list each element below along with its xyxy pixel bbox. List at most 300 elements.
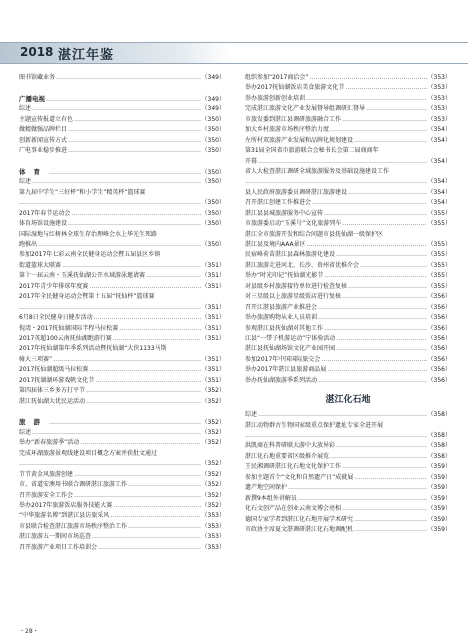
leader-dots — [74, 115, 201, 125]
toc-entry-page: （353） — [427, 94, 451, 102]
leader-dots — [95, 376, 200, 386]
toc-entry-title: 市旅游委启动“玉溪号”文化旅游列车 — [245, 220, 342, 228]
toc-entry — [19, 136, 225, 146]
toc-entry-title: 湛江县县城旅游服务中心宣传 — [245, 209, 324, 217]
toc-entry-page: （351） — [201, 314, 225, 322]
toc-entry-page: （352） — [201, 491, 225, 499]
toc-entry-title: 湛江动物群古生物国家级重点保护遗址专家全进开展 — [245, 421, 384, 429]
page-number: ・28・ — [19, 628, 39, 635]
toc-entry-page: （349） — [201, 105, 225, 113]
toc-entry-page: （349） — [201, 74, 225, 81]
leader-dots — [321, 355, 426, 365]
toc-entry — [245, 525, 451, 535]
leader-dots — [336, 334, 426, 344]
toc-entry — [245, 146, 451, 156]
toc-entry-title: 湛江抚仙湖大优民运活动 — [19, 397, 86, 405]
toc-entry-title: 第31届全国省市旅游联合会秘书长会第二届商商年 — [245, 147, 379, 155]
toc-entry — [19, 386, 225, 396]
toc-entry-page: （352） — [201, 428, 225, 436]
toc-entry-page: （359） — [427, 463, 451, 471]
toc-entry-page: （350） — [201, 220, 225, 228]
toc-entry-title: 主题宣传报道立有色 — [19, 115, 74, 123]
leader-dots — [89, 282, 200, 292]
toc-entry-page: （353） — [201, 512, 225, 520]
toc-entry-title: 2017年青少年排球年度赛 — [19, 282, 89, 290]
toc-entry — [245, 115, 451, 125]
toc-entry-title: 市、省道安澳用书联合调研湛江旅游工作 — [19, 481, 128, 489]
leader-dots — [19, 303, 201, 313]
leader-dots — [19, 459, 201, 469]
leader-dots — [306, 94, 427, 104]
leader-dots — [336, 344, 427, 354]
leader-dots — [86, 397, 201, 407]
leader-dots — [366, 104, 427, 114]
toc-entry-page: （352） — [201, 481, 225, 489]
toc-entry-page: （353） — [201, 533, 225, 541]
leader-dots — [348, 282, 427, 292]
toc-entry — [19, 470, 225, 480]
toc-entry — [245, 250, 451, 260]
toc-entry-page: （354） — [427, 136, 451, 144]
leader-dots — [245, 177, 427, 187]
leader-dots — [318, 313, 427, 323]
toc-entry-title: 2017英超100云南抚仙湖跑游行赛 — [19, 334, 112, 342]
toc-entry-page-line — [19, 303, 225, 313]
toc-entry — [19, 282, 225, 292]
toc-entry — [19, 146, 225, 156]
toc-entry — [245, 209, 451, 219]
leader-dots — [38, 240, 201, 250]
toc-entry-continuation — [245, 157, 451, 167]
toc-entry — [245, 83, 451, 93]
toc-entry-title: 举办“新春旅游季”活动 — [19, 439, 80, 447]
toc-entry-title: 图书馆藏业务 — [19, 74, 56, 81]
leader-dots — [348, 188, 427, 198]
toc-entry-page: （351） — [201, 324, 225, 332]
leader-dots — [62, 261, 201, 271]
leader-dots — [345, 83, 426, 93]
leader-dots — [336, 441, 427, 451]
toc-entry-title: 左所村双旅游产业发展和品牌化规划建设 — [245, 136, 354, 144]
toc-entry-title: 骑大三项赛” — [19, 355, 53, 363]
header-year: 2018 — [20, 45, 54, 59]
toc-entry-page: （350） — [201, 199, 225, 207]
toc-entry-title: 节节黄金风旅游创建 — [19, 470, 74, 478]
toc-entry — [245, 462, 451, 472]
toc-entry-page: （351） — [201, 366, 225, 374]
toc-entry-page: （358） — [427, 452, 451, 460]
leader-dots — [71, 209, 200, 219]
toc-entry-title: 组织参加“2017商洽会” — [245, 74, 309, 81]
toc-entry-page: （351） — [201, 303, 225, 311]
toc-entry-page: （354） — [427, 126, 451, 134]
toc-entry-title: 综述 — [19, 428, 32, 436]
toc-entry-page: （350） — [201, 168, 225, 176]
toc-entry-page: （355） — [427, 251, 451, 259]
toc-entry-page-line — [19, 198, 225, 208]
toc-entry — [19, 511, 225, 521]
toc-entry — [19, 313, 225, 323]
toc-entry-page: （352） — [201, 397, 225, 405]
toc-entry-title: 湛江旅游五一期间市场巡查 — [19, 533, 92, 541]
toc-entry-page: （355） — [427, 261, 451, 269]
leader-dots — [92, 532, 201, 542]
toc-entry-title: 参观湛江县抚仙湖对其他工作 — [245, 324, 324, 332]
toc-entry-page: （354） — [427, 157, 451, 165]
leader-dots — [324, 209, 427, 219]
toc-entry — [245, 125, 451, 135]
leader-dots — [324, 324, 427, 334]
toc-entry-title: 德国专家学者到湛江化石地开展学术研究 — [245, 515, 354, 523]
toc-entry-page: （359） — [427, 515, 451, 523]
toc-entry — [19, 324, 225, 334]
leader-dots — [298, 494, 427, 504]
toc-entry-title: 湛江县及境内AAA景区 — [245, 241, 306, 248]
toc-entry-page: （356） — [427, 355, 451, 363]
toc-entry — [245, 365, 451, 375]
toc-entry-page: （356） — [427, 303, 451, 311]
leader-dots — [354, 136, 427, 146]
leader-dots — [49, 168, 201, 177]
leader-dots — [354, 515, 427, 525]
toc-entry-page: （351） — [201, 355, 225, 363]
leader-dots — [86, 386, 201, 396]
toc-entry-title: 2017年全民健身运动会暨第十五届“抚仙杯”篮球赛 — [19, 293, 155, 301]
toc-entry — [19, 522, 225, 532]
toc-entry-page: （355） — [427, 220, 451, 228]
leader-dots — [32, 428, 201, 438]
toc-entry — [19, 177, 225, 187]
toc-entry — [19, 543, 225, 553]
toc-entry-title: 体育场馆设施建设 — [19, 220, 68, 228]
toc-entry-page: （353） — [201, 543, 225, 551]
leader-dots — [89, 365, 200, 375]
leader-dots — [32, 177, 201, 187]
toc-entry-title: 召开湛江创建工作推进会 — [245, 199, 312, 207]
toc-entry — [19, 73, 225, 83]
toc-entry-page: （350） — [201, 126, 225, 134]
leader-dots — [110, 511, 200, 521]
toc-entry — [19, 115, 225, 125]
toc-entry — [245, 188, 451, 198]
toc-entry-title: 王民湘调研湛江化石地文化保护工作 — [245, 463, 342, 471]
toc-right-top-list — [245, 73, 451, 386]
toc-entry — [245, 303, 451, 313]
toc-entry — [19, 438, 225, 448]
leader-dots — [46, 95, 201, 104]
toc-entry — [245, 376, 451, 386]
toc-entry-title: 2017年抚仙湖第年季系列活动暨抚仙湖“大侠1133马斯 — [19, 345, 167, 353]
leader-dots — [288, 483, 427, 493]
toc-entry — [19, 219, 225, 229]
toc-entry-page: （351） — [201, 334, 225, 342]
toc-entry-title: 洪凯商在科普研联大游中大放异彩 — [245, 442, 336, 450]
toc-entry-page: （353） — [427, 84, 451, 92]
toc-entry — [19, 104, 225, 114]
toc-entry-title: 对县级乡村旅游接待单位进行检查复核 — [245, 282, 348, 290]
toc-entry-title: 对三星级以上旅游星级饭店进行复核 — [245, 293, 342, 301]
leader-dots — [49, 418, 201, 427]
toc-section-heading — [19, 94, 225, 104]
toc-entry — [245, 483, 451, 493]
toc-entry-page: （350） — [201, 136, 225, 144]
toc-entry-title: 新撰9本组外讲解员 — [245, 494, 297, 502]
toc-entry — [245, 282, 451, 292]
toc-entry — [245, 167, 451, 177]
toc-entry — [245, 271, 451, 281]
leader-dots — [245, 431, 427, 441]
toc-entry-title: 化石文创产品在创业云南文博会亮相 — [245, 505, 342, 513]
toc-entry-title: 2017抚湖湖环游戏帆文化节 — [19, 376, 95, 384]
toc-entry-title: 举办“时光印记”抚仙湖光影节 — [245, 272, 324, 280]
toc-entry-page: （352） — [201, 460, 225, 468]
toc-entry-page: （359） — [427, 473, 451, 481]
leader-dots — [80, 438, 200, 448]
toc-entry — [245, 515, 451, 525]
toc-entry — [245, 136, 451, 146]
toc-entry-title: 综述 — [19, 178, 32, 186]
toc-entry — [19, 428, 225, 438]
leader-dots — [113, 334, 201, 344]
toc-entry — [245, 334, 451, 344]
toc-entry-page-line — [19, 459, 225, 469]
toc-entry — [245, 94, 451, 104]
toc-entry-continuation — [19, 355, 225, 365]
toc-entry — [19, 501, 225, 511]
toc-entry-title: 开幕 — [245, 157, 258, 165]
leader-dots — [68, 136, 201, 146]
toc-entry — [19, 230, 225, 240]
toc-entry-page: （358） — [427, 442, 451, 450]
leader-dots — [327, 365, 426, 375]
spacer — [19, 157, 225, 167]
toc-entry-page: （354） — [427, 188, 451, 196]
toc-entry — [245, 410, 451, 420]
toc-right-bottom-list — [245, 410, 451, 535]
toc-entry — [245, 504, 451, 514]
toc-entry-title: 完成湛江旅游文化产业发展督导组调研汇督导 — [245, 105, 366, 113]
toc-entry-title: 市政协主席夏文湛调研湛江化石地调配机 — [245, 525, 354, 533]
leader-dots — [119, 324, 200, 334]
toc-section-heading — [19, 417, 225, 427]
toc-entry-title: 市旅发委到湛江县调研旅游融合工作 — [245, 115, 342, 123]
leader-dots — [258, 157, 427, 167]
toc-entry — [19, 397, 225, 407]
toc-entry-page: （359） — [427, 525, 451, 533]
toc-right-column — [245, 73, 451, 535]
toc-entry-page: （351） — [201, 272, 225, 280]
leader-dots — [74, 491, 201, 501]
toc-entry-title: 倪湾・2017抚仙湖国际半程马拉松赛 — [19, 324, 119, 332]
toc-entry — [245, 230, 451, 240]
toc-entry-page: （354） — [427, 178, 451, 186]
toc-entry-title: 遗产地空间保护 — [245, 484, 288, 492]
toc-entry-title: 举办2017年旅游饭店服务技能大赛 — [19, 501, 113, 509]
leader-dots — [94, 313, 201, 323]
spacer — [19, 83, 225, 93]
toc-entry-title: 广电事业稳步推进 — [19, 147, 68, 155]
toc-entry — [19, 449, 225, 459]
toc-entry-page: （356） — [427, 366, 451, 374]
toc-entry-continuation — [19, 261, 225, 271]
toc-entry — [19, 125, 225, 135]
toc-entry-continuation — [19, 240, 225, 250]
toc-entry-title: 创新新闻宣传方式 — [19, 136, 68, 144]
leader-dots — [310, 73, 427, 83]
toc-entry-page: （356） — [427, 324, 451, 332]
toc-entry-title: 市县联合检查湛江旅游市场秩序整治工作 — [19, 522, 128, 530]
toc-entry-title: 湛江全市旅游开发和综合问题市县抚仙湖一级保护区 — [245, 230, 384, 238]
leader-dots — [324, 271, 426, 281]
leader-dots — [128, 522, 201, 532]
toc-entry-title: 召开江湛县旅游产业推进会 — [245, 303, 318, 311]
toc-entry-title: 2017年春节运动会 — [19, 209, 71, 217]
toc-entry-title: 举办2017抚仙湖饭店美食旅游文化节 — [245, 84, 345, 92]
toc-entry — [245, 73, 451, 83]
toc-entry — [245, 473, 451, 483]
toc-entry-title: 第十一届云南・玉溪抚仙湖公开水域游泳邀请赛 — [19, 272, 146, 280]
toc-entry-page: （353） — [427, 74, 451, 81]
toc-entry-title: 第九届中学生“三好杯”和小学生“精英杯”篮球赛 — [19, 188, 146, 196]
toc-entry-page: （356） — [427, 376, 451, 384]
toc-entry-page: （352） — [201, 439, 225, 447]
toc-entry-title: 参加2017年中国国际旅交会 — [245, 355, 321, 363]
toc-section-heading — [19, 167, 225, 177]
toc-entry-page: （359） — [427, 505, 451, 513]
toc-entry — [19, 292, 225, 302]
toc-entry-title: 国际湿地与红树林全球生存治理峰会水上华光生死路 — [19, 230, 158, 238]
leader-dots — [19, 198, 201, 208]
leader-dots — [360, 261, 427, 271]
leader-dots — [312, 198, 427, 208]
toc-entry-title: 民宿峰荷苗湛江县森林旅游化建设 — [245, 251, 336, 259]
toc-entry-page: （359） — [427, 494, 451, 502]
toc-entry-page: （359） — [427, 484, 451, 492]
leader-dots — [336, 250, 427, 260]
toc-entry — [245, 452, 451, 462]
leader-dots — [68, 146, 201, 156]
toc-entry-title: 广播电视 — [19, 94, 45, 103]
leader-dots — [258, 410, 427, 420]
toc-entry — [19, 365, 225, 375]
toc-entry — [245, 219, 451, 229]
toc-entry-page: （356） — [427, 334, 451, 342]
toc-left-column — [19, 73, 225, 553]
leader-dots — [146, 271, 201, 281]
toc-entry-title: 做精做强品牌栏目 — [19, 126, 68, 134]
toc-entry-page: （353） — [427, 105, 451, 113]
toc-entry-title: 参加主题首个“文化和自然遗产日”成就展 — [245, 473, 354, 481]
toc-entry-title: 湛江化石地重要省区级推介展览 — [245, 452, 330, 460]
toc-entry-page: （351） — [201, 376, 225, 384]
toc-entry-page: （352） — [201, 387, 225, 395]
spacer — [19, 407, 225, 417]
leader-dots — [318, 303, 427, 313]
toc-entry-page: （350） — [201, 147, 225, 155]
toc-entry — [19, 376, 225, 386]
toc-entry-title: 2017抚仙湖超级马拉松赛 — [19, 366, 89, 374]
toc-entry — [245, 261, 451, 271]
toc-entry-page: （358） — [427, 411, 451, 419]
leader-dots — [74, 470, 201, 480]
toc-entry — [19, 209, 225, 219]
toc-entry-page: （353） — [427, 115, 451, 123]
leader-dots — [342, 504, 427, 514]
toc-entry-page: （354） — [427, 199, 451, 207]
toc-entry — [245, 240, 451, 250]
toc-entry — [19, 344, 225, 354]
toc-entry — [245, 104, 451, 114]
toc-entry-page: （355） — [427, 209, 451, 217]
toc-entry-title: 完成环湖旅游景观线建设项目概念方案并获批文通过 — [19, 449, 158, 457]
leader-dots — [342, 219, 426, 229]
toc-entry — [19, 250, 225, 260]
toc-entry-title: 县人民政府旅游委员调研湛江旅游建设 — [245, 188, 348, 196]
leader-dots — [318, 376, 427, 386]
toc-entry-title: 召开旅游产业项目工作培训会 — [19, 543, 98, 551]
toc-entry-page: （351） — [201, 261, 225, 269]
toc-entry-page: （355） — [427, 241, 451, 248]
toc-entry-title: 参加2017年七彩云南全民健身运动会暨五届县区乡镇 — [19, 251, 161, 259]
toc-entry-page: （352） — [201, 419, 225, 427]
toc-entry-page: （350） — [201, 115, 225, 123]
toc-entry-page: （350） — [201, 241, 225, 248]
toc-entry-page: （356） — [427, 293, 451, 301]
leader-dots — [128, 480, 201, 490]
leader-dots — [68, 219, 201, 229]
toc-entry-title: 街道篮球大联赛 — [19, 261, 62, 269]
toc-entry-page: （350） — [201, 209, 225, 217]
toc-entry — [19, 334, 225, 344]
toc-entry-title: 江县“一带子机游运动”宁体验活动 — [245, 334, 336, 342]
toc-entry-page: （350） — [201, 178, 225, 186]
toc-entry — [245, 494, 451, 504]
toc-entry — [245, 313, 451, 323]
toc-entry-page: （352） — [201, 501, 225, 509]
toc-entry-title: 举办旅游创新创业培训 — [245, 94, 306, 102]
toc-entry-title: 旅游 — [19, 418, 48, 427]
toc-entry-title: 6月8日全民健身日健步活动 — [19, 314, 93, 322]
toc-entry-page-line — [245, 431, 451, 441]
toc-entry-title: 举办旅游购物从业人员培训 — [245, 314, 318, 322]
toc-entry-page: （355） — [427, 282, 451, 290]
toc-entry — [245, 344, 451, 354]
leader-dots — [342, 115, 427, 125]
leader-dots — [307, 240, 427, 250]
leader-dots — [354, 525, 427, 535]
toc-entry-title: 综述 — [245, 411, 258, 419]
toc-entry-page: （356） — [427, 314, 451, 322]
toc-entry-title: 省人大检查湛江调研全域旅游服务及基础设施建设工作 — [245, 167, 390, 175]
leader-dots — [354, 473, 426, 483]
toc-entry-title: 综述 — [19, 105, 32, 113]
section-heading-fossil-site: 湛江化石地 — [325, 395, 371, 406]
leader-dots — [342, 292, 427, 302]
leader-dots — [53, 355, 200, 365]
toc-entry — [19, 491, 225, 501]
toc-entry-page-line — [245, 177, 451, 187]
toc-entry-title: 加大乡村旅游市场秩序整治力度 — [245, 126, 330, 134]
leader-dots — [98, 543, 201, 553]
toc-entry-title: 举办抚仙湖旅游季系列活动 — [245, 376, 318, 384]
toc-entry-page: （353） — [201, 522, 225, 530]
running-header — [0, 42, 468, 64]
toc-entry — [19, 188, 225, 198]
toc-entry — [245, 355, 451, 365]
toc-entry-page: （352） — [201, 470, 225, 478]
toc-entry-title: 第四届体三乡多方打平节 — [19, 387, 86, 395]
toc-entry-title: 湛江旅游走进河北、长沙、贵州省优推介会 — [245, 261, 360, 269]
